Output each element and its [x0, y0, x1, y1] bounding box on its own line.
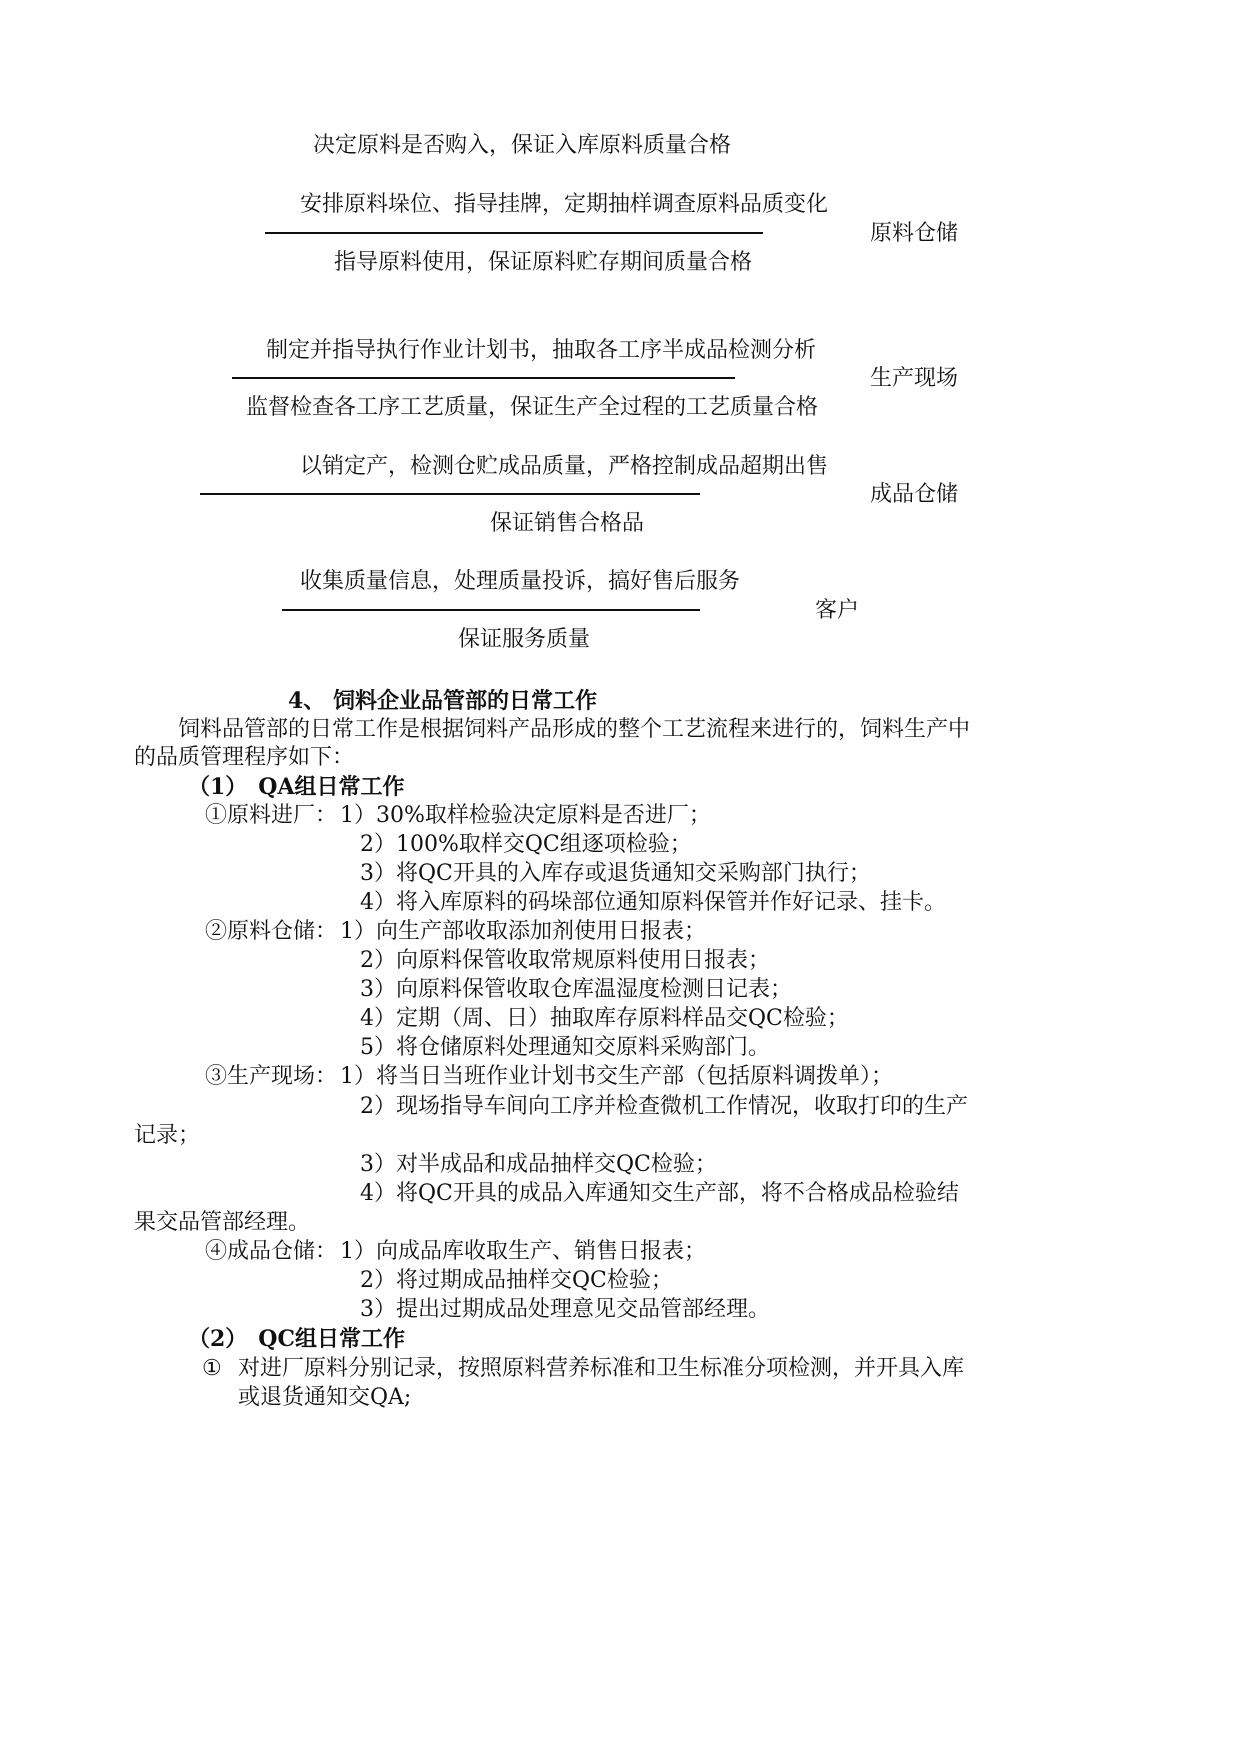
flow-raw-in-text: 决定原料是否购入，保证入库原料质量合格: [313, 133, 732, 158]
qa-production-item-3: 3）对半成品和成品抽样交QC检验；: [360, 1152, 717, 1177]
qa-raw-storage-item-2: 2）向原料保管收取常规原料使用日报表；: [360, 948, 770, 973]
flow-production-top: 制定并指导执行作业计划书，抽取各工序半成品检测分析: [266, 338, 817, 363]
flow-raw-storage-arrow-line: [265, 232, 763, 234]
qa-raw-storage-label: ②原料仓储：: [205, 919, 338, 944]
flow-product-storage-target: 成品仓储: [870, 482, 959, 507]
qa-product-storage-item-3: 3）提出过期成品处理意见交品管部经理。: [360, 1297, 770, 1322]
flow-customer-target: 客户: [815, 598, 860, 623]
qa-raw-in-item-2: 2）100%取样交QC组逐项检验；: [360, 832, 692, 857]
qa-product-storage-item-1: 1）向成品库收取生产、销售日报表；: [340, 1239, 706, 1264]
qc-heading: （2） QC组日常工作: [188, 1326, 405, 1352]
section4-intro-line2: 的品质管理程序如下：: [134, 745, 355, 770]
qa-raw-storage-item-3: 3）向原料保管收取仓库温湿度检测日记表；: [360, 977, 792, 1002]
qa-production-item-2-line2: 记录；: [134, 1123, 201, 1148]
qa-production-item-4-line2: 果交品管部经理。: [134, 1210, 311, 1235]
qc-item-1-line2: 或退货通知交QA;: [238, 1385, 412, 1410]
qa-raw-storage-item-5: 5）将仓储原料处理通知交原料采购部门。: [360, 1035, 770, 1060]
qc-item-1-line1: 对进厂原料分别记录，按照原料营养标准和卫生标准分项检测，并开具入库: [238, 1356, 965, 1381]
flow-raw-storage-top: 安排原料垛位、指导挂牌，定期抽样调查原料品质变化: [300, 192, 829, 217]
qa-heading: （1） QA组日常工作: [188, 774, 405, 800]
flow-customer-top: 收集质量信息，处理质量投诉，搞好售后服务: [300, 569, 741, 594]
qa-raw-in-label: ①原料进厂：: [205, 803, 338, 828]
flow-production-arrow-line: [232, 377, 735, 379]
qa-raw-in-item-3: 3）将QC开具的入库存或退货通知交采购部门执行；: [360, 861, 871, 886]
section4-heading: 4、 饲料企业品管部的日常工作: [288, 688, 597, 714]
flow-raw-storage-bottom: 指导原料使用，保证原料贮存期间质量合格: [334, 250, 753, 275]
qa-raw-storage-item-4: 4）定期（周、日）抽取库存原料样品交QC检验；: [360, 1006, 849, 1031]
qa-production-label: ③生产现场：: [205, 1064, 338, 1089]
flow-product-storage-top: 以销定产，检测仓贮成品质量，严格控制成品超期出售: [300, 454, 829, 479]
flow-customer-bottom: 保证服务质量: [458, 627, 591, 652]
qa-raw-storage-item-1: 1）向生产部收取添加剂使用日报表；: [340, 919, 706, 944]
section4-intro-line1: 饲料品管部的日常工作是根据饲料产品形成的整个工艺流程来进行的，饲料生产中: [178, 717, 971, 742]
flow-production-target: 生产现场: [870, 366, 959, 391]
flow-product-storage-bottom: 保证销售合格品: [490, 511, 645, 536]
flow-raw-storage-target: 原料仓储: [870, 221, 959, 246]
flow-product-storage-arrow-line: [200, 493, 700, 495]
qa-raw-in-item-1: 1）30%取样检验决定原料是否进厂；: [340, 803, 711, 828]
flow-production-bottom: 监督检查各工序工艺质量，保证生产全过程的工艺质量合格: [246, 395, 819, 420]
qa-production-item-1: 1）将当日当班作业计划书交生产部（包括原料调拨单）；: [340, 1064, 893, 1089]
qa-production-item-2-line1: 2）现场指导车间向工序并检查微机工作情况，收取打印的生产: [360, 1094, 968, 1119]
flow-customer-arrow-line: [282, 609, 700, 611]
qa-product-storage-label: ④成品仓储：: [205, 1239, 338, 1264]
qa-product-storage-item-2: 2）将过期成品抽样交QC检验；: [360, 1268, 673, 1293]
qc-item-1-marker: ①: [202, 1356, 222, 1381]
qa-raw-in-item-4: 4）将入库原料的码垛部位通知原料保管并作好记录、挂卡。: [360, 890, 946, 915]
qa-production-item-4-line1: 4）将QC开具的成品入库通知交生产部，将不合格成品检验结: [360, 1181, 959, 1206]
